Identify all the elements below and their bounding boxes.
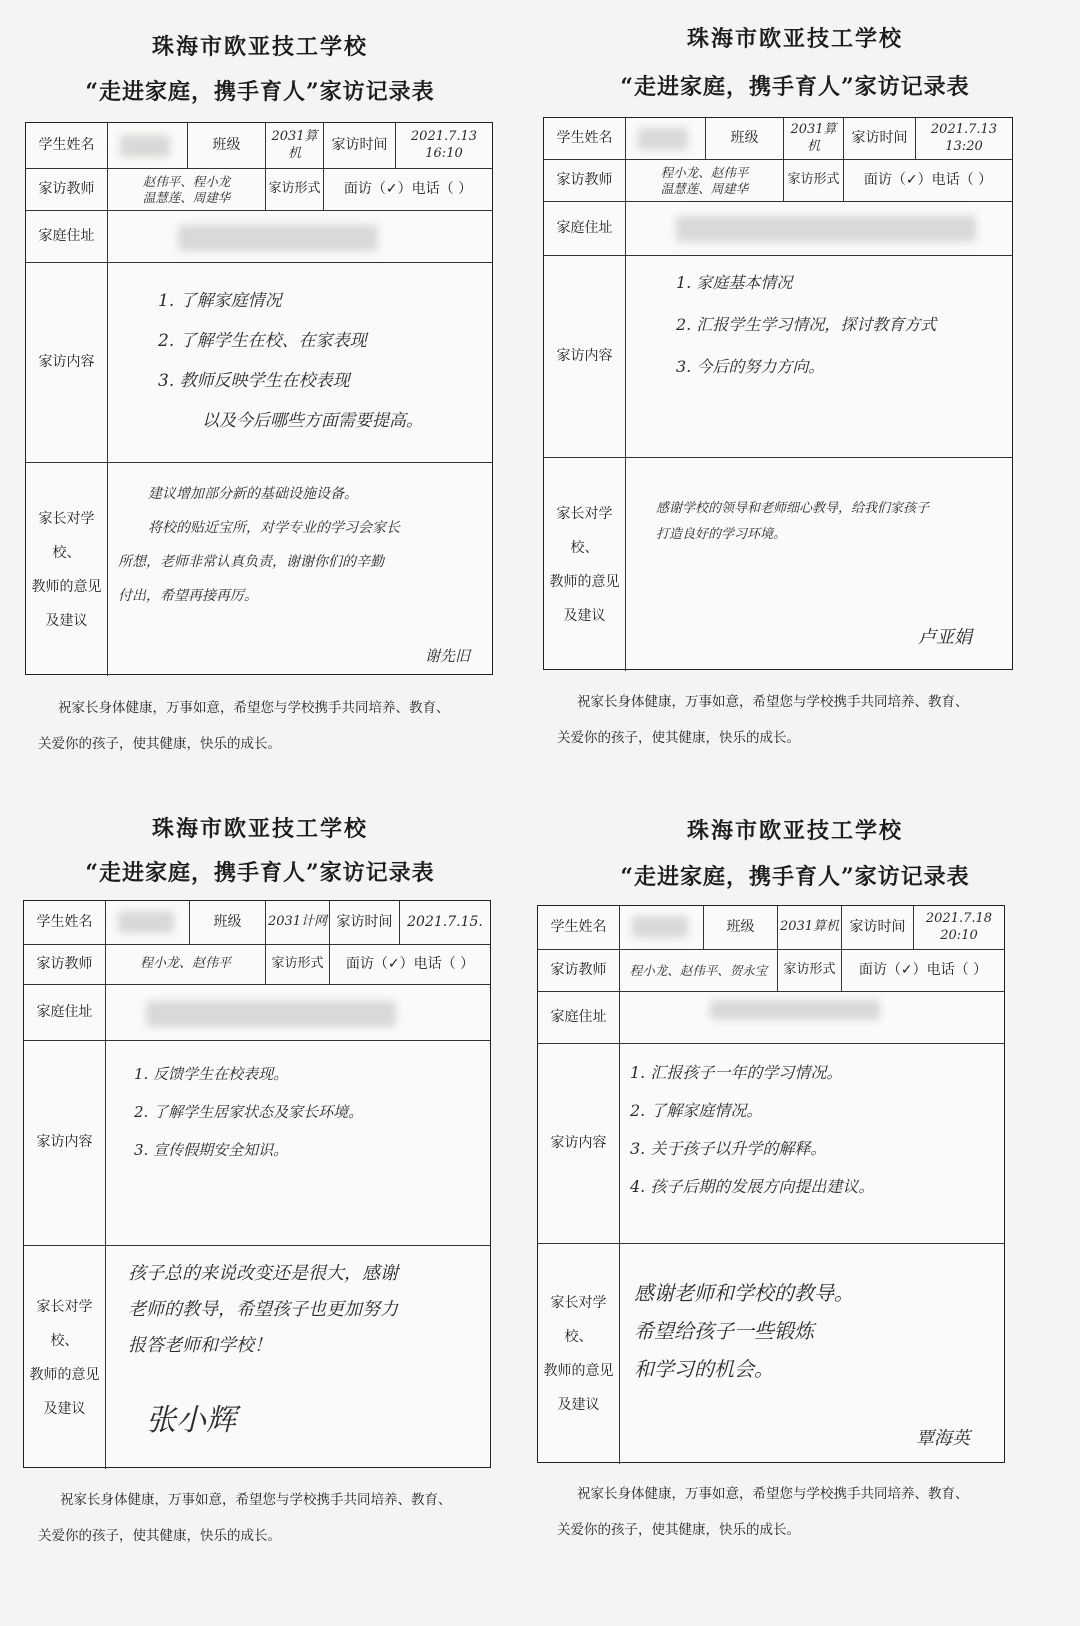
- address-value: [106, 985, 490, 1040]
- teacher-value: 程小龙、赵伟平 温慧莲、周建华: [626, 160, 784, 201]
- footer-line-2: 关爱你的孩子，使其健康，快乐的成长。: [38, 736, 281, 752]
- row-content: [24, 1041, 490, 1246]
- visit-form-label: 家访形式: [266, 945, 330, 984]
- visit-time-label: 家访时间: [844, 118, 916, 159]
- school-name: 珠海市欧亚技工学校: [151, 816, 368, 842]
- row-address: [538, 992, 1004, 1044]
- parent-signature: 覃海英: [916, 1427, 970, 1449]
- row-content: [538, 1044, 1004, 1244]
- opinion-value: 感谢老师和学校的教导。 希望给孩子一些锻炼 和学习的机会。 覃海英: [634, 1281, 970, 1449]
- teacher-value: 赵伟平、程小龙 温慧莲、周建华: [108, 169, 266, 210]
- teacher-label: 家访教师: [26, 169, 108, 210]
- record-table: [25, 122, 493, 675]
- row-basic: [24, 901, 490, 945]
- row-opinion: [24, 1246, 490, 1469]
- address-value: [626, 202, 1012, 255]
- row-address: [26, 211, 492, 263]
- teacher-label: 家访教师: [544, 160, 626, 201]
- address-label: 家庭住址: [538, 992, 620, 1043]
- row-basic: [26, 123, 492, 169]
- visit-time-label: 家访时间: [330, 901, 400, 944]
- visit-form-label: 家访形式: [266, 169, 324, 210]
- student-name-label: 学生姓名: [24, 901, 106, 944]
- row-teacher: [538, 950, 1004, 992]
- parent-signature: 卢亚娟: [918, 626, 972, 648]
- form-title: “走进家庭，携手育人”家访记录表: [85, 79, 435, 105]
- student-name-value: [620, 906, 704, 949]
- form-title: “走进家庭，携手育人”家访记录表: [85, 860, 435, 886]
- form-title: “走进家庭，携手育人”家访记录表: [620, 864, 970, 890]
- visit-time-value: 2021.7.18 20:10: [925, 911, 993, 943]
- address-label: 家庭住址: [24, 985, 106, 1040]
- opinion-value: 孩子总的来说改变还是很大，感谢 老师的教导，希望孩子也更加努力 报答老师和学校！ 张小辉: [128, 1263, 398, 1438]
- school-name: 珠海市欧亚技工学校: [151, 34, 368, 60]
- row-opinion: [538, 1244, 1004, 1464]
- opinion-label: 家长对学校、 教师的意见 及建议: [24, 1246, 106, 1469]
- visit-record-sheet-2: [535, 0, 1055, 790]
- class-label: 班级: [706, 118, 784, 159]
- visit-record-sheet-1: [0, 0, 520, 790]
- footer-line-2: 关爱你的孩子，使其健康，快乐的成长。: [557, 730, 800, 746]
- record-table: [537, 905, 1005, 1463]
- visit-form-value: 面访（✓）电话（ ）: [863, 171, 993, 188]
- student-name-value: [108, 123, 188, 168]
- record-table: [543, 117, 1013, 670]
- class-value: 2031算机: [784, 118, 844, 159]
- opinion-label: 家长对学校、 教师的意见 及建议: [26, 463, 108, 676]
- class-value: 2031算机: [266, 123, 324, 168]
- row-opinion: [544, 458, 1012, 671]
- visit-hour: 16:10: [425, 145, 463, 161]
- teacher-value: 程小龙、赵伟平、贺永宝: [620, 950, 778, 991]
- content-label: 家访内容: [538, 1044, 620, 1243]
- teacher-label: 家访教师: [538, 950, 620, 991]
- content-label: 家访内容: [26, 263, 108, 462]
- visit-form-label: 家访形式: [778, 950, 842, 991]
- visit-form-label: 家访形式: [784, 160, 844, 201]
- class-label: 班级: [190, 901, 266, 944]
- student-name-label: 学生姓名: [538, 906, 620, 949]
- content-value: 1. 了解家庭情况 2. 了解学生在校、在家表现 3. 教师反映学生在校表现 以及今后哪些方面需要提高。: [158, 291, 423, 431]
- visit-date: 2021.7.13: [410, 129, 478, 145]
- content-value: 1. 汇报孩子一年的学习情况。 2. 了解家庭情况。 3. 关于孩子以升学的解释。 4. 孩子后期的发展方向提出建议。: [630, 1063, 875, 1196]
- form-title: “走进家庭，携手育人”家访记录表: [620, 74, 970, 100]
- content-label: 家访内容: [24, 1041, 106, 1245]
- row-content: [544, 256, 1012, 458]
- footer-line-2: 关爱你的孩子，使其健康，快乐的成长。: [557, 1522, 800, 1538]
- footer-line-2: 关爱你的孩子，使其健康，快乐的成长。: [38, 1528, 281, 1544]
- address-value: [108, 211, 492, 262]
- visit-time-value: 2021.7.13 13:20: [930, 122, 998, 154]
- content-value: 1. 反馈学生在校表现。 2. 了解学生居家状态及家长环境。 3. 宣传假期安全知识。: [134, 1065, 364, 1159]
- opinion-label: 家长对学校、 教师的意见 及建议: [538, 1244, 620, 1464]
- footer-line-1: 祝家长身体健康，万事如意，希望您与学校携手共同培养、教育、: [577, 694, 969, 710]
- school-name: 珠海市欧亚技工学校: [686, 26, 903, 52]
- visit-record-sheet-4: [535, 812, 1055, 1602]
- address-label: 家庭住址: [26, 211, 108, 262]
- row-basic: [544, 118, 1012, 160]
- footer-line-1: 祝家长身体健康，万事如意，希望您与学校携手共同培养、教育、: [577, 1486, 969, 1502]
- visit-record-sheet-3: [0, 812, 520, 1602]
- student-name-value: [106, 901, 190, 944]
- row-teacher: [26, 169, 492, 211]
- student-name-label: 学生姓名: [26, 123, 108, 168]
- class-value: 2031算机: [778, 906, 842, 949]
- address-value: [620, 992, 1004, 1043]
- address-label: 家庭住址: [544, 202, 626, 255]
- visit-time-value: 2021.7.15.: [407, 913, 483, 930]
- content-value: 1. 家庭基本情况 2. 汇报学生学习情况，探讨教育方式 3. 今后的努力方向。: [676, 273, 937, 376]
- teacher-label: 家访教师: [24, 945, 106, 984]
- row-teacher: [24, 945, 490, 985]
- row-basic: [538, 906, 1004, 950]
- teacher-value: 程小龙、赵伟平: [106, 945, 266, 984]
- visit-form-value: 面访（✓）电话（ ）: [345, 955, 475, 972]
- class-label: 班级: [188, 123, 266, 168]
- visit-time-label: 家访时间: [324, 123, 396, 168]
- row-teacher: [544, 160, 1012, 202]
- opinion-value: 建议增加部分新的基础设施设备。 将校的贴近宝所，对学专业的学习会家长 所想，老师非常认真负责，谢谢你们的辛勤 付出，希望再接再厉。 谢先旧: [118, 486, 470, 666]
- visit-time-label: 家访时间: [842, 906, 914, 949]
- parent-signature: 张小辉: [146, 1402, 236, 1438]
- footer-line-1: 祝家长身体健康，万事如意，希望您与学校携手共同培养、教育、: [60, 1492, 452, 1508]
- class-label: 班级: [704, 906, 778, 949]
- visit-form-value: 面访（✓）电话（ ）: [343, 180, 473, 197]
- footer-line-1: 祝家长身体健康，万事如意，希望您与学校携手共同培养、教育、: [58, 700, 450, 716]
- opinion-label: 家长对学校、 教师的意见 及建议: [544, 458, 626, 671]
- opinion-value: 感谢学校的领导和老师细心教导，给我们家孩子 打造良好的学习环境。 卢亚娟: [656, 501, 972, 648]
- row-opinion: [26, 463, 492, 676]
- visit-time-value: [396, 123, 492, 168]
- student-name-label: 学生姓名: [544, 118, 626, 159]
- content-label: 家访内容: [544, 256, 626, 457]
- class-value: 2031计网: [266, 901, 330, 944]
- row-address: [544, 202, 1012, 256]
- row-content: [26, 263, 492, 463]
- visit-form-value: 面访（✓）电话（ ）: [858, 961, 988, 978]
- row-address: [24, 985, 490, 1041]
- record-table: [23, 900, 491, 1468]
- parent-signature: 谢先旧: [424, 647, 470, 666]
- student-name-value: [626, 118, 706, 159]
- school-name: 珠海市欧亚技工学校: [686, 818, 903, 844]
